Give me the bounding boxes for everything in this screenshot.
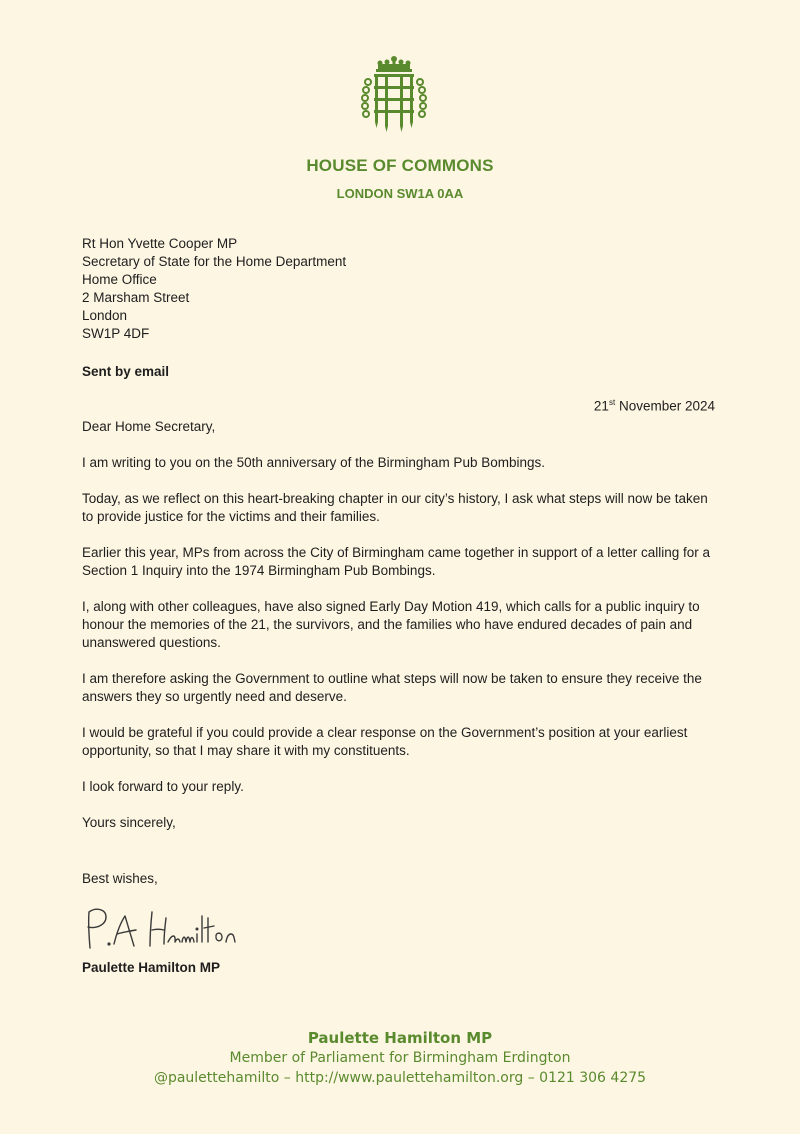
letter-date <box>594 398 715 414</box>
body-paragraph: Today, as we reflect on this heart-breaking chapter in our city’s history, I ask what steps will now be taken to provide justice for the victims and their families. <box>82 491 708 524</box>
date-suffix: st <box>608 398 616 407</box>
body-paragraph: I am writing to you on the 50th anniversary of the Birmingham Pub Bombings. <box>82 455 545 470</box>
recipient-line: Rt Hon Yvette Cooper MP <box>82 236 238 251</box>
closing: Best wishes, <box>82 871 158 886</box>
letter-footer <box>0 1028 800 1088</box>
signatory-name: Paulette Hamilton MP <box>82 960 221 975</box>
body-paragraph: I look forward to your reply. <box>82 779 244 794</box>
recipient-address <box>82 235 346 343</box>
portcullis-crest-icon <box>358 56 430 138</box>
sent-by-note: Sent by email <box>82 364 170 379</box>
footer-contact: @paulettehamilto – http://www.paulettehamilton.org – 0121 306 4275 <box>153 1070 647 1086</box>
date-day: 21 <box>593 398 609 414</box>
letterhead-subtitle: LONDON SW1A 0AA <box>336 186 464 201</box>
date-rest: November 2024 <box>615 398 715 414</box>
body-paragraph: I would be grateful if you could provide a clear response on the Government’s position at your earliest opportunity, so that I may share it with my constituents. <box>82 725 688 758</box>
recipient-line: SW1P 4DF <box>82 326 150 341</box>
recipient-line: 2 Marsham Street <box>82 290 190 305</box>
handwritten-signature <box>80 904 260 954</box>
recipient-line: Home Office <box>82 272 157 287</box>
footer-role: Member of Parliament for Birmingham Erdington <box>229 1050 571 1066</box>
letter-body <box>82 418 722 850</box>
recipient-line: Secretary of State for the Home Department <box>82 254 347 269</box>
footer-name: Paulette Hamilton MP <box>307 1029 493 1047</box>
valediction: Yours sincerely, <box>82 815 176 830</box>
body-paragraph: I am therefore asking the Government to outline what steps will now be taken to ensure they receive the answers they so urgently need and deserve. <box>82 671 702 704</box>
salutation: Dear Home Secretary, <box>82 419 216 434</box>
recipient-line: London <box>82 308 128 323</box>
body-paragraph: Earlier this year, MPs from across the City of Birmingham came together in support of a letter calling for a Section 1 Inquiry into the 1974 Birmingham Pub Bombings. <box>82 545 711 578</box>
letterhead-title: HOUSE OF COMMONS <box>306 156 494 175</box>
body-paragraph: I, along with other colleagues, have also signed Early Day Motion 419, which calls for a public inquiry to honour the memories of the 21, the survivors, and the families who have endured decades of pain and unanswered questions. <box>82 599 700 650</box>
